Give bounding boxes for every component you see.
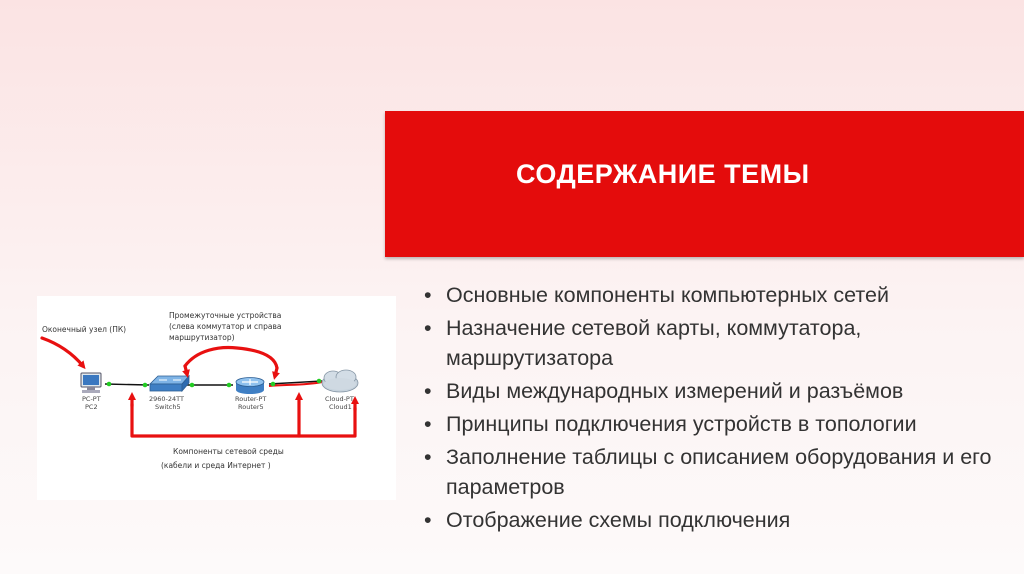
title-banner [385,111,1024,257]
topic-text: Виды международных измерений и разъёмов [446,379,904,403]
port-indicator [107,382,112,387]
port-indicator [143,383,148,388]
pc-type-label: PC-PT [82,395,101,403]
topic-item [424,376,1014,406]
switch-type-label: 2960-24TT [149,395,184,403]
slide-title: СОДЕРЖАНИЕ ТЕМЫ [516,159,810,189]
arrow-to-pc [42,338,83,366]
topic-text: Основные компоненты компьютерных сетей [446,283,889,307]
bullet-marker: • [424,379,432,403]
switch-icon [150,376,189,391]
intermediate-label-line3: маршрутизатор) [169,333,235,342]
intermediate-label-line2: (слева коммутатор и справа [169,322,282,331]
cloud-type-label: Cloud-PT [325,395,354,403]
bullet-marker: • [424,412,432,436]
router-icon [236,378,264,395]
port-indicator [190,383,195,388]
router-name-label: Router5 [238,403,264,411]
network-diagram [37,296,396,500]
port-indicator [227,383,232,388]
port-indicator [271,382,276,387]
media-label-line2: (кабели и среда Интернет ) [161,461,271,470]
end-node-label: Оконечный узел (ПК) [42,325,127,334]
bullet-marker: • [424,283,432,307]
intermediate-label-line1: Промежуточные устройства [169,311,282,320]
bullet-marker: • [424,508,432,532]
topic-item [424,409,1014,439]
arrow-to-router [275,368,277,376]
arrow-to-switch [185,366,187,374]
network-diagram-svg [37,296,396,500]
pc-name-label: PC2 [85,403,98,411]
topic-text: Заполнение таблицы с описанием оборудования и его параметров [446,445,992,499]
port-indicator [317,379,322,384]
topic-text: Назначение сетевой карты, коммутатора, маршрутизатора [446,316,862,370]
topic-item [424,505,1014,535]
switch-name-label: Switch5 [155,403,181,411]
link-pc-switch [105,384,149,385]
pc-icon [81,373,101,393]
router-type-label: Router-PT [235,395,267,403]
topic-item [424,313,1014,373]
topic-text: Принципы подключения устройств в топологии [446,412,917,436]
topic-item [424,442,1014,502]
bullet-marker: • [424,316,432,340]
media-label-line1: Компоненты сетевой среды [173,447,284,456]
cloud-name-label: Cloud1 [329,403,352,411]
topic-item [424,280,1014,310]
cloud-icon [322,370,358,392]
arrow-intermediate-devices [185,348,277,368]
bullet-marker: • [424,445,432,469]
topic-text: Отображение схемы подключения [446,508,791,532]
topic-list [424,280,1014,538]
